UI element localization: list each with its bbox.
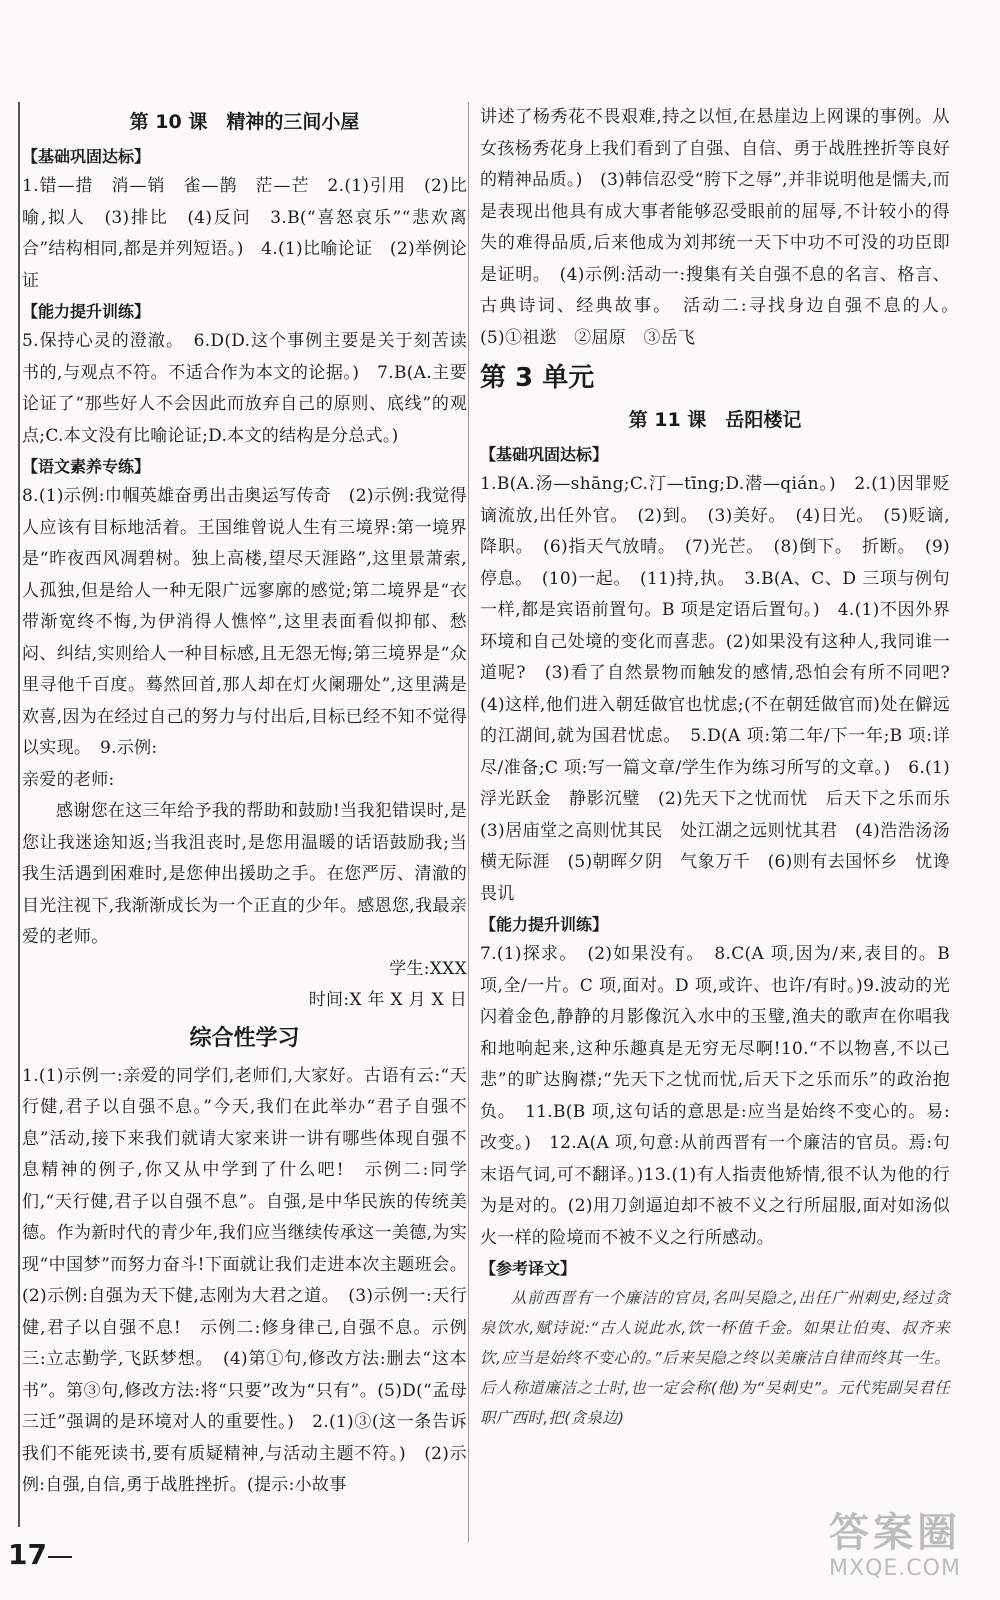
watermark-logo xyxy=(800,1510,990,1590)
section-title-literacy: 【语文素养专练】 xyxy=(22,457,151,476)
literacy-answers: 8.(1)示例:巾帼英雄奋勇出击奥运写传奇 (2)示例:我觉得人应该有目标地活着。王国维曾说人生有三境界:第一境界是“昨夜西风凋碧树。独上高楼,望尽天涯路”,这里景萧索,人孤独,但是给人一种无限广远寥廓的感觉;第二境界是“衣带渐宽终不悔,为伊消得人憔悴”,这里表面看似抑郁、愁闷、纠结,实则给人一种目标感,且无怨无悔;第三境界是“众里寻他千百度。蓦然回首,那人却在灯火阑珊处”,这里满是欢喜,因为在经过自己的努力与付出后,目标已经不知不觉得以实现。 9.示例: xyxy=(22,486,467,758)
comprehensive-study-answers: 1.(1)示例一:亲爱的同学们,老师们,大家好。古语有云:“天行健,君子以自强不息。”今天,我们在此举办“君子自强不息”活动,接下来我们就请大家来讲一讲有哪些体现自强不息精神的例子,你又从中学到了什么吧! 示例二:同学们,“天行健,君子以自强不息”。自强,是中华民族的传统美德。作为新时代的青少年,我们应当继续传承这一美德,为实现“中国梦”而努力奋斗!下面就让我们走进本次主题班会。(2)示例:自强为天下健,志刚为大君之道。 (3)示例一:天行健,君子以自强不息! 示例二:修身律己,自强不息。示例三:立志勤学,飞跃梦想。 (4)第①句,修改方法:删去“这本书”。第③句,修改方法:将“只要”改为“只有”。(5)D(“孟母三迁”强调的是环境对人的重要性。) 2.(1)③(这一条告诉我们不能死读书,要有质疑精神,与活动主题不符。) (2)示例:自强,自信,勇于战胜挫折。(提示:小故事 xyxy=(22,1065,467,1495)
lesson-11-title: 第 11 课 岳阳楼记 xyxy=(628,409,802,431)
reference-translation: 从前西晋有一个廉洁的官员,名叫吴隐之,出任广州刺史,经过贪泉饮水,赋诗说:“古人说此水,饮一杯值千金。如果让伯夷、叔齐来饮,应当是始终不变心的。”后来吴隐之终以美廉洁自律而终其一生。后人称道廉洁之士时,也一定会称(他)为“吴刺史”。元代宪副吴君任职广西时,把(贪泉边) xyxy=(480,1289,950,1427)
basic-answers: 1.错—措 消—销 雀—鹊 茫—芒 2.(1)引用 (2)比喻,拟人 (3)排比 (4)反问 3.B(“喜怒哀乐”“悲欢离合”结构相同,都是并列短语。) 4.(1)比喻论证 (2)举例论证 xyxy=(22,176,467,291)
letter-greeting: 亲爱的老师: xyxy=(22,769,115,790)
basic-answers-11: 1.B(A.汤—shāng;C.汀—tīng;D.潜—qián。) 2.(1)因罪贬谪流放,出任外官。 (2)到。 (3)美好。 (4)日光。 (5)贬谪,降职。 (6)指天气放晴。 (7)光芒。 (8)倒下。 折断。 (9)停息。 (10)一起。 (11)持,执。 3.B(A、C、D 三项与例句一样,都是宾语前置句。B 项是定语后置句。) 4.(1)不因外界环境和自己处境的变化而喜悲。(2)如果没有这种人,我同谁一道呢? (3)看了自然景物而触发的感情,恐怕会有所不同吧? (4)这样,他们进入朝廷做官也忧虑;(不在朝廷做官而)处在僻远的江湖间,就为国君忧虑。 5.D(A 项:第二年/下一年;B 项:详尽/准备;C 项:写一篇文章/学生作为练习所写的文章。) 6.(1)浮光跃金 静影沉璧 (2)先天下之忧而忧 后天下之乐而乐 (3)居庙堂之高则忧其民 处江湖之远则忧其君 (4)浩浩汤汤 横无际涯 (5)朝晖夕阴 气象万千 (6)则有去国怀乡 忧谗畏讥 xyxy=(480,474,968,904)
watermark-line-2: MXQE.COM xyxy=(829,1556,961,1581)
section-title-ability: 【能力提升训练】 xyxy=(22,302,151,321)
right-column xyxy=(480,102,968,1433)
column-divider xyxy=(468,102,469,1542)
reference-translation-title: 【参考译文】 xyxy=(480,1259,577,1278)
page-number-rule xyxy=(48,1556,72,1558)
lesson-10-title: 第 10 课 精神的三间小屋 xyxy=(129,111,360,133)
section-title-ability-11: 【能力提升训练】 xyxy=(480,915,609,934)
letter-body: 感谢您在这三年给予我的帮助和鼓励!当我犯错误时,是您让我迷途知返;当我沮丧时,是您用温暖的话语鼓励我;当我生活遇到困难时,是您伸出援助之手。在您严厉、清澈的目光注视下,我渐渐成长为一个正直的少年。感恩您,我最亲爱的老师。 xyxy=(22,801,467,947)
ability-answers-11: 7.(1)探求。 (2)如果没有。 8.C(A 项,因为/来,表目的。B 项,全/一片。C 项,面对。D 项,或许、也许/有时。)9.波动的光闪着金色,静静的月影像沉入水中的玉璧,渔夫的歌声在你唱我和地响起来,这种乐趣真是无穷无尽啊!10.“不以物喜,不以己悲”的旷达胸襟;“先天下之忧而忧,后天下之乐而乐”的政治抱负。 11.B(B 项,这句话的意思是:应当是始终不变心的。易:改变。) 12.A(A 项,句意:从前西晋有一个廉洁的官员。焉:句末语气词,可不翻译。)13.(1)有人指责他矫情,很不认为他的行为是对的。(2)用刀剑逼迫却不被不义之行所屈服,面对如汤似火一样的险境而不被不义之行所感动。 xyxy=(480,944,950,1248)
page-number: 17 xyxy=(8,1538,47,1571)
letter-date: 时间:X 年 X 月 X 日 xyxy=(308,990,467,1010)
watermark-line-1: 答案圈 xyxy=(829,1510,961,1556)
unit-title: 第 3 单元 xyxy=(480,363,595,393)
continued-answers: 讲述了杨秀花不畏艰难,持之以恒,在悬崖边上网课的事例。从女孩杨秀花身上我们看到了自强、自信、勇于战胜挫折等良好的精神品质。) (3)韩信忍受“胯下之辱”,并非说明他是懦夫,而是表现出他具有成大事者能够忍受眼前的屈辱,不计较小的得失的难得品质,后来他成为刘邦统一天下中功不可没的功臣即是证明。 (4)示例:活动一:搜集有关自强不息的名言、格言、古典诗词、经典故事。 活动二:寻找身边自强不息的人。 (5)①祖逖 ②屈原 ③岳飞 xyxy=(480,107,968,348)
section-title-basic-11: 【基础巩固达标】 xyxy=(480,445,609,464)
left-column xyxy=(18,102,467,1527)
section-title-basic: 【基础巩固达标】 xyxy=(22,147,151,166)
ability-answers: 5.保持心灵的澄澈。 6.D(D.这个事例主要是关于刻苦读书的,与观点不符。不适合作为本文的论据。) 7.B(A.主要论证了“那些好人不会因此而放弃自己的原则、底线”的观点;C.本文没有比喻论证;D.本文的结构是分总式。) xyxy=(22,331,467,446)
letter-signature: 学生:XXX xyxy=(389,958,467,979)
comprehensive-study-title: 综合性学习 xyxy=(189,1025,300,1051)
